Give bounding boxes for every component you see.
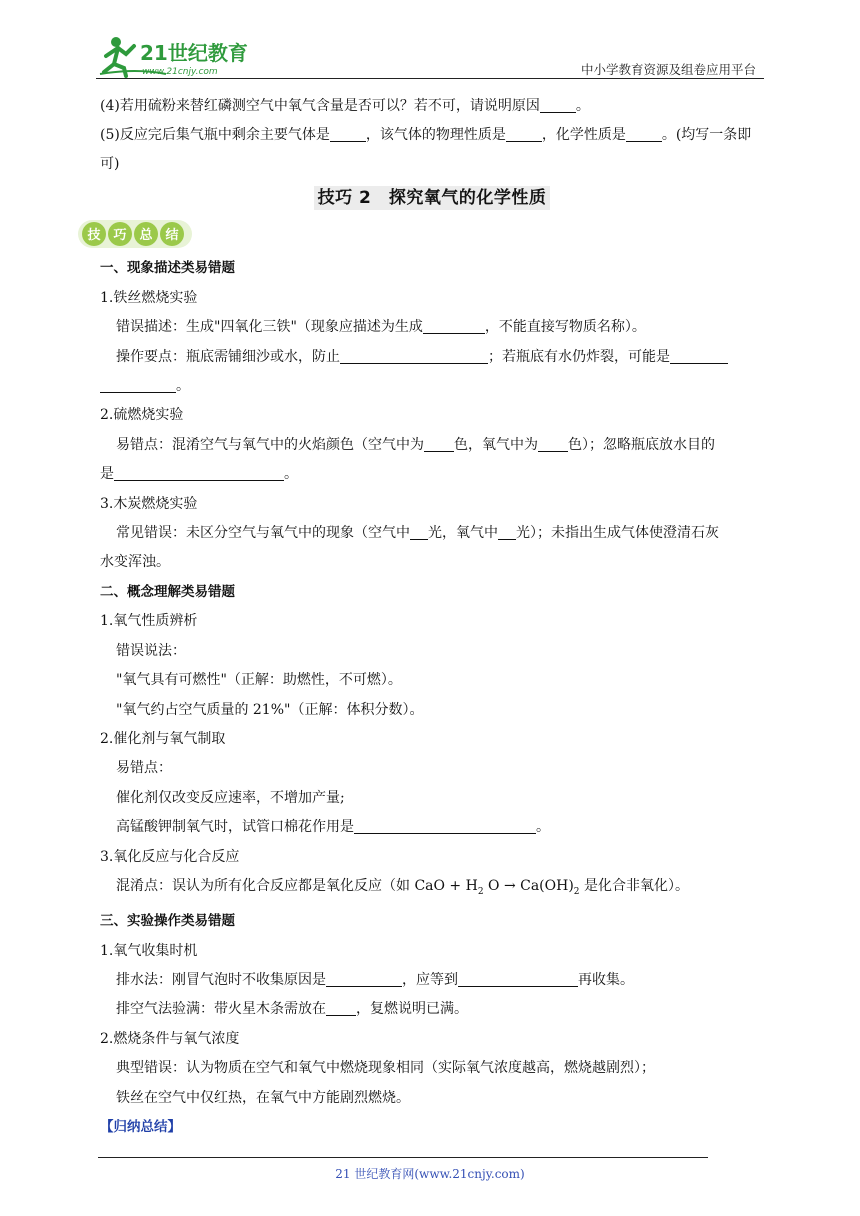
answer-blank[interactable] (498, 525, 516, 540)
text-line: 铁丝在空气中仅红热，在氧气中方能剧烈燃烧。 (116, 1089, 410, 1106)
answer-blank[interactable] (114, 466, 284, 481)
answer-blank[interactable] (423, 319, 485, 334)
text-line: 易错点： (116, 760, 172, 777)
logo-text: 21世纪教育 (140, 41, 248, 65)
subheading: 2.催化剂与氧气制取 (100, 730, 226, 747)
header-divider (96, 78, 764, 79)
header-platform-text: 中小学教育资源及组卷应用平台 (580, 62, 756, 77)
answer-blank[interactable] (540, 98, 576, 113)
question-4: (4)若用硫粉来替红磷测空气中氧气含量是否可以？若不可，请说明原因 。 (100, 98, 590, 114)
tips-summary-badge (76, 214, 764, 254)
subheading: 2.燃烧条件与氧气浓度 (100, 1030, 240, 1047)
text-line: 常见错误：未区分空气与氧气中的现象（空气中 光，氧气中 光）；未指出生成气体使澄清石灰 (116, 525, 719, 542)
text-line: 高锰酸钾制氧气时，试管口棉花作用是 。 (116, 819, 550, 836)
summary-label: 【归纳总结】 (100, 1118, 181, 1135)
document-body (87, 92, 764, 1142)
answer-blank[interactable] (354, 819, 536, 834)
subheading: 3.氧化反应与化合反应 (100, 848, 240, 865)
text-line: "氧气具有可燃性"（正解：助燃性，不可燃）。 (116, 672, 402, 689)
logo-graphic (96, 34, 286, 78)
question-5: (5)反应完后集气瓶中剩余主要气体是 ，该气体的物理性质是 ，化学性质是 。(均写一条即可) (100, 127, 752, 173)
text-line: 。 (100, 372, 764, 401)
subheading: 2.硫燃烧实验 (100, 407, 184, 424)
text-line: 混淆点：误认为所有化合反应都是氧化反应（如 CaO + $H_2$ $O \to Ca(OH)_2$ 是化合非氧化）。 (116, 877, 689, 897)
heading-2: 二、概念理解类易错题 (100, 583, 235, 600)
badge-graphic (76, 216, 196, 252)
subheading: 1.氧气性质辨析 (100, 613, 198, 630)
text-line: 操作要点：瓶底需铺细沙或水，防止 ；若瓶底有水仍炸裂，可能是 (100, 343, 764, 372)
logo-url: www.21cnjy.com (142, 67, 218, 77)
answer-blank[interactable] (506, 127, 542, 142)
footer-divider (98, 1157, 708, 1158)
answer-blank[interactable] (458, 972, 578, 987)
heading-3: 三、实验操作类易错题 (100, 913, 235, 930)
badge-char: 技 (87, 228, 101, 244)
section-title: 技巧 2 探究氧气的化学性质 (100, 183, 764, 208)
heading-1: 一、现象描述类易错题 (100, 260, 235, 277)
text-line: 典型错误：认为物质在空气和氧气中燃烧现象相同（实际氧气浓度越高，燃烧越剧烈）； (116, 1060, 655, 1077)
text-line: 易错点：混淆空气与氧气中的火焰颜色（空气中为 色，氧气中为 色）；忽略瓶底放水目的 (116, 436, 715, 453)
text-line: 水变浑浊。 (100, 554, 170, 571)
text-line: "氧气约占空气质量的 21%"（正解：体积分数）。 (116, 701, 424, 718)
text-line: 是 。 (100, 466, 298, 483)
answer-blank[interactable] (340, 349, 488, 364)
answer-blank[interactable] (670, 349, 728, 364)
answer-blank[interactable] (626, 127, 662, 142)
text-line: 催化剂仅改变反应速率，不增加产量; (116, 789, 345, 806)
badge-char: 巧 (113, 228, 127, 244)
subheading: 1.铁丝燃烧实验 (100, 289, 198, 306)
subheading: 3.木炭燃烧实验 (100, 495, 198, 512)
page-header (96, 30, 764, 80)
text-line: 排空气法验满：带火星木条需放在 ，复燃说明已满。 (116, 1001, 468, 1018)
answer-blank[interactable] (330, 127, 366, 142)
badge-char: 总 (139, 228, 153, 244)
text-line: 错误描述：生成"四氧化三铁"（现象应描述为生成 ，不能直接写物质名称）。 (116, 319, 646, 336)
answer-blank[interactable] (424, 437, 454, 452)
subheading: 1.氧气收集时机 (100, 942, 198, 959)
answer-blank[interactable] (326, 972, 402, 987)
footer-link[interactable]: 21 世纪教育网(www.21cnjy.com) (335, 1167, 525, 1181)
answer-blank[interactable] (410, 525, 428, 540)
site-logo[interactable] (96, 34, 286, 78)
badge-char: 结 (165, 228, 179, 244)
text-line: 错误说法： (116, 642, 186, 659)
text-line: 排水法：刚冒气泡时不收集原因是 ，应等到 再收集。 (116, 971, 634, 988)
answer-blank[interactable] (100, 378, 176, 393)
answer-blank[interactable] (326, 1001, 356, 1016)
answer-blank[interactable] (538, 437, 568, 452)
